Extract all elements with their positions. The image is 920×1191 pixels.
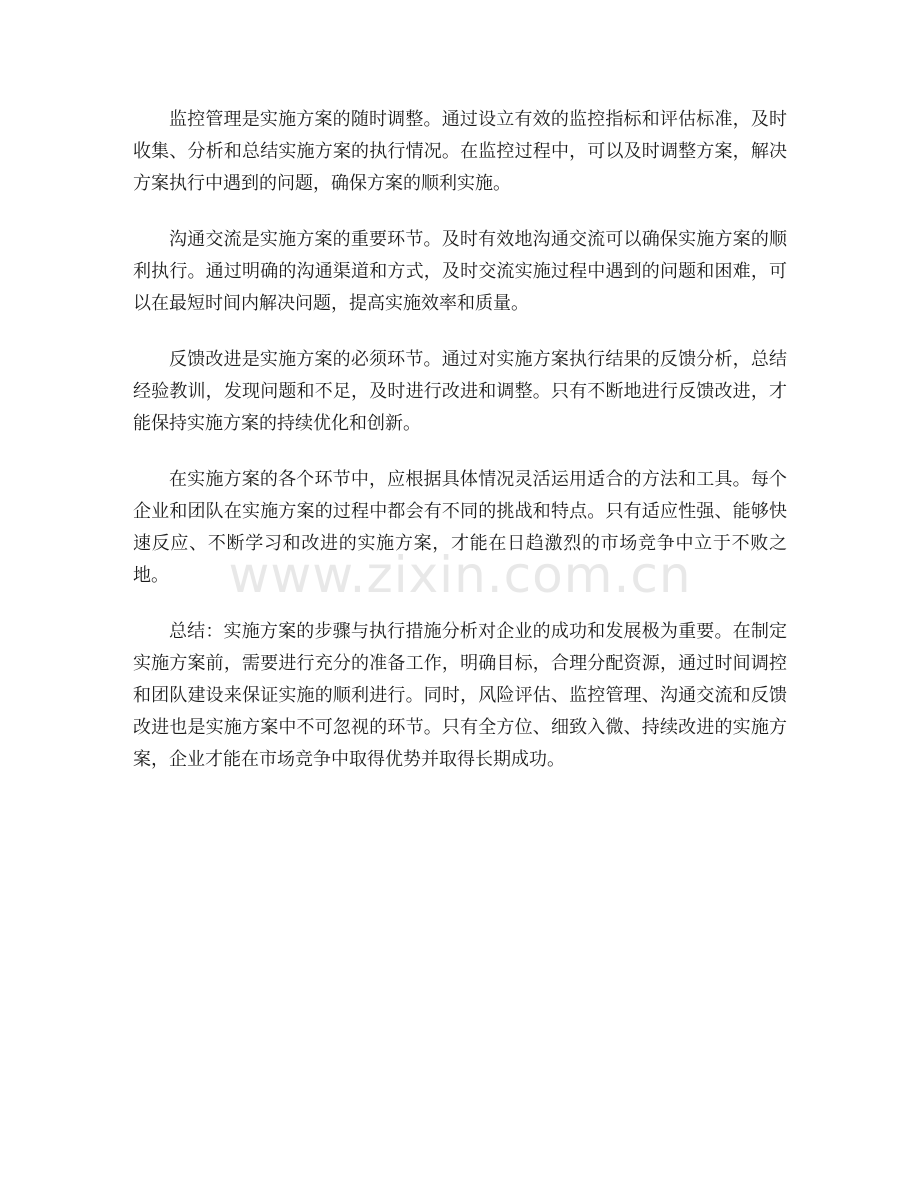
paragraph-summary: 总结：实施方案的步骤与执行措施分析对企业的成功和发展极为重要。在制定实施方案前，需要进行充分的准备工作，明确目标，合理分配资源，通过时间调控和团队建设来保证实施的顺利进行。同时，风险评估、监控管理、沟通交流和反馈改进也是实施方案中不可忽视的环节。只有全方位、细致入微、持续改进的实施方案，企业才能在市场竞争中取得优势并取得长期成功。 <box>133 621 787 770</box>
paragraph-communication: 沟通交流是实施方案的重要环节。及时有效地沟通交流可以确保实施方案的顺利执行。通过明确的沟通渠道和方式，及时交流实施过程中遇到的问题和困难，可以在最短时间内解决问题，提高实施效率和质量。 <box>133 229 787 314</box>
paragraph-monitoring: 监控管理是实施方案的随时调整。通过设立有效的监控指标和评估标准，及时收集、分析和总结实施方案的执行情况。在监控过程中，可以及时调整方案，解决方案执行中遇到的问题，确保方案的顺利实施。 <box>133 109 787 194</box>
watermark: www.zixin.com.cn <box>228 546 692 604</box>
document-body <box>133 104 787 800</box>
paragraph-flexibility: 在实施方案的各个环节中，应根据具体情况灵活运用适合的方法和工具。每个企业和团队在实施方案的过程中都会有不同的挑战和特点。只有适应性强、能够快速反应、不断学习和改进的实施方案，才能在日趋激烈的市场竞争中立于不败之地。 <box>133 469 787 586</box>
paragraph-feedback: 反馈改进是实施方案的必须环节。通过对实施方案执行结果的反馈分析，总结经验教训，发现问题和不足，及时进行改进和调整。只有不断地进行反馈改进，才能保持实施方案的持续优化和创新。 <box>133 349 787 434</box>
